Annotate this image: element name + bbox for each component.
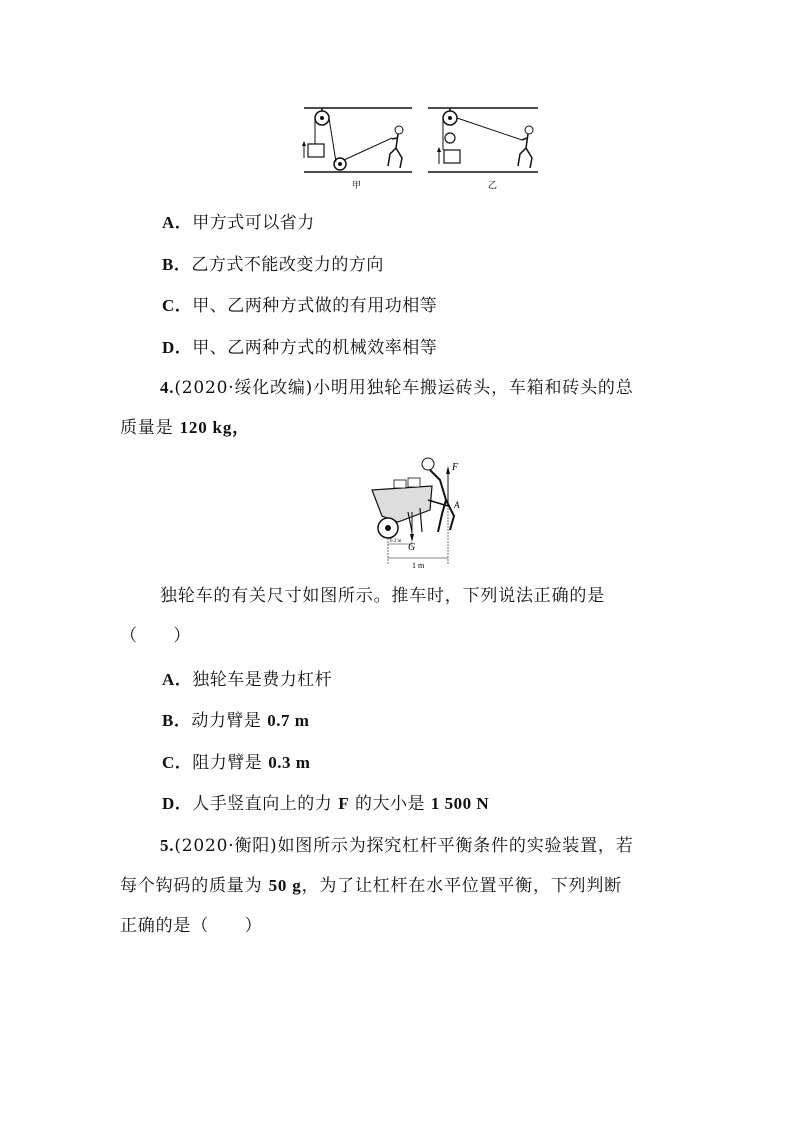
q4-option-a: A．独轮车是费力杠杆 [162, 670, 333, 690]
q5-source: (2020·衡阳) [174, 836, 278, 856]
label-0-3m: 0.3 m [390, 539, 402, 544]
label-F: F [452, 462, 459, 473]
q4-option-b: B．动力臂是 0.7 m [162, 711, 310, 731]
q3-option-a: A．甲方式可以省力 [162, 213, 315, 233]
label-G: G [408, 542, 416, 553]
q4-stem-continued: 独轮车的有关尺寸如图所示。推车时，下列说法正确的是 （ ） [120, 586, 605, 646]
label-1m: 1 m [412, 561, 425, 570]
load-box-left [308, 144, 324, 157]
q4-source: (2020·绥化改编) [174, 378, 314, 398]
q5-stem: 5.(2020·衡阳)如图所示为探究杠杆平衡条件的实验装置，若 每个钩码的质量为 50 g，为了让杠杆在水平位置平衡，下列判断 正确的是（ ） [120, 836, 634, 936]
q4-stem: 4.(2020·绥化改编)小明用独轮车搬运砖头，车箱和砖头的总 质量是 120 kg， [120, 378, 634, 438]
q4-option-c: C．阻力臂是 0.3 m [162, 753, 311, 773]
q3-option-c: C．甲、乙两种方式做的有用功相等 [162, 296, 438, 316]
load-box-right [444, 150, 460, 163]
wheelbarrow-figure [368, 452, 478, 572]
q3-option-b: B．乙方式不能改变力的方向 [162, 255, 384, 275]
q5-number: 5. [160, 836, 175, 855]
movable-pulley-right [445, 133, 455, 143]
q4-number: 4. [160, 378, 175, 397]
figure-label-yi: 乙 [488, 181, 498, 191]
label-A: A [454, 500, 460, 510]
q4-option-d: D．人手竖直向上的力 F 的大小是 1 500 N [162, 794, 490, 814]
pulley-figure [300, 100, 545, 195]
q3-option-d: D．甲、乙两种方式的机械效率相等 [162, 338, 438, 358]
figure-label-jia: 甲 [352, 181, 362, 191]
